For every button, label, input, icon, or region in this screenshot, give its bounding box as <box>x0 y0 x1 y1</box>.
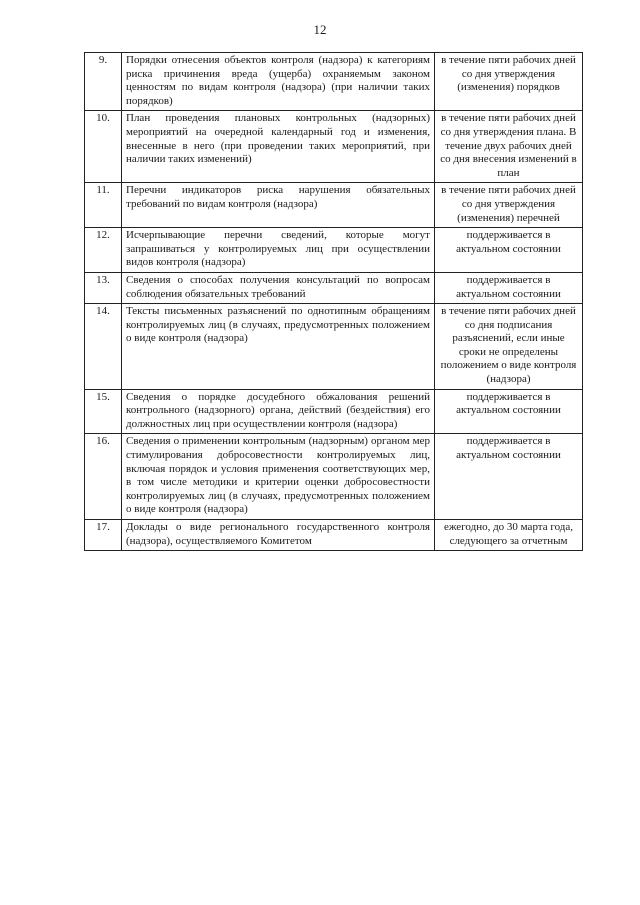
row-term: поддерживается в актуальном состоянии <box>435 228 583 273</box>
row-number: 11. <box>85 183 122 228</box>
row-term: ежегодно, до 30 марта года, следующего за отчетным <box>435 520 583 551</box>
row-number: 13. <box>85 272 122 303</box>
table-row <box>85 272 583 303</box>
table-row <box>85 520 583 551</box>
row-term: в течение пяти рабочих дней со дня утверждения (изменения) перечней <box>435 183 583 228</box>
table-row <box>85 111 583 183</box>
row-term: поддерживается в актуальном состоянии <box>435 389 583 434</box>
row-number: 17. <box>85 520 122 551</box>
row-description: Перечни индикаторов риска нарушения обязательных требований по видам контроля (надзора) <box>122 183 435 228</box>
row-description: Порядки отнесения объектов контроля (надзора) к категориям риска причинения вреда (ущерба) охраняемым законом ценностям по видам контроля (надзора) (при наличии таких порядков) <box>122 53 435 111</box>
table-row <box>85 183 583 228</box>
row-term: в течение пяти рабочих дней со дня утверждения (изменения) порядков <box>435 53 583 111</box>
row-number: 16. <box>85 434 122 520</box>
row-description: План проведения плановых контрольных (надзорных) мероприятий на очередной календарный год и изменения, внесенные в него (при проведении таких мероприятий, при наличии таких изменений) <box>122 111 435 183</box>
measures-table <box>84 52 583 551</box>
row-number: 9. <box>85 53 122 111</box>
row-number: 15. <box>85 389 122 434</box>
row-description: Тексты письменных разъяснений по однотипным обращениям контролируемых лиц (в случаях, предусмотренных положением о виде контроля (надзора) <box>122 304 435 390</box>
row-number: 14. <box>85 304 122 390</box>
page-number: 12 <box>313 22 327 37</box>
row-description: Доклады о виде регионального государственного контроля (надзора), осуществляемого Комитетом <box>122 520 435 551</box>
row-description: Исчерпывающие перечни сведений, которые могут запрашиваться у контролируемых лиц при осуществлении видов контроля (надзора) <box>122 228 435 273</box>
table-row <box>85 389 583 434</box>
row-number: 12. <box>85 228 122 273</box>
row-description: Сведения о порядке досудебного обжалования решений контрольного (надзорного) органа, действий (бездействия) его должностных лиц при осуществлении контроля (надзора) <box>122 389 435 434</box>
row-description: Сведения о применении контрольным (надзорным) органом мер стимулирования добросовестности контролируемых лиц, включая порядок и условия применения соответствующих мер, в том числе методики и критерии оценки добросовестности контролируемых лиц (в случаях, предусмотренных положением о виде контроля (надзора) <box>122 434 435 520</box>
table-row <box>85 304 583 390</box>
table-row <box>85 434 583 520</box>
table-row <box>85 53 583 111</box>
row-term: поддерживается в актуальном состоянии <box>435 434 583 520</box>
row-term: поддерживается в актуальном состоянии <box>435 272 583 303</box>
row-number: 10. <box>85 111 122 183</box>
row-term: в течение пяти рабочих дней со дня подписания разъяснений, если иные сроки не определены положением о виде контроля (надзора) <box>435 304 583 390</box>
row-term: в течение пяти рабочих дней со дня утверждения плана. В течение двух рабочих дней со дня внесения изменений в план <box>435 111 583 183</box>
table-row <box>85 228 583 273</box>
row-description: Сведения о способах получения консультаций по вопросам соблюдения обязательных требований <box>122 272 435 303</box>
